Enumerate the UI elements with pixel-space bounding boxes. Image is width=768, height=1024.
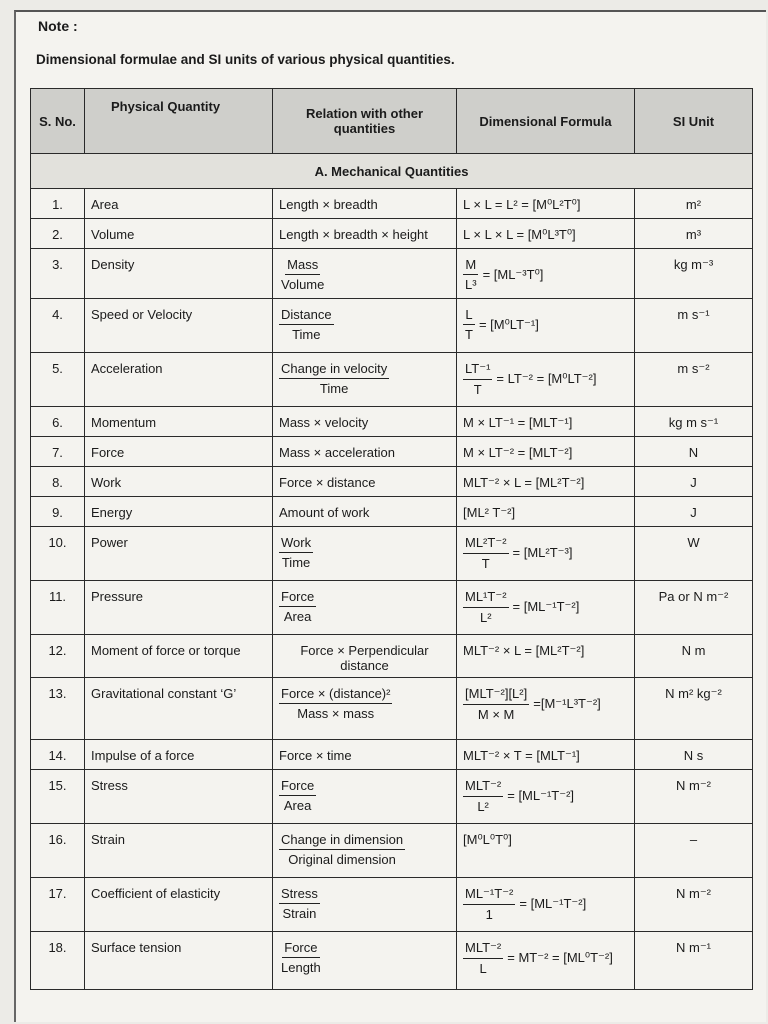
relation-fraction xyxy=(279,940,323,975)
cell-si-unit: N m xyxy=(635,635,753,678)
cell-dimensional-formula xyxy=(457,219,635,249)
dimension-fraction-denominator: L² xyxy=(479,610,492,625)
relation-text: Force × distance xyxy=(279,475,376,490)
relation-text: Length × breadth × height xyxy=(279,227,428,242)
dimension-result: = [ML⁻¹T⁻²] xyxy=(507,788,575,803)
relation-fraction xyxy=(279,257,326,292)
cell-sno: 8. xyxy=(31,467,85,497)
cell-si-unit: – xyxy=(635,824,753,878)
cell-relation xyxy=(273,740,457,770)
cell-sno: 14. xyxy=(31,740,85,770)
cell-sno: 9. xyxy=(31,497,85,527)
cell-relation xyxy=(273,770,457,824)
cell-relation xyxy=(273,437,457,467)
relation-fraction-denominator: Length xyxy=(281,960,321,975)
cell-dimensional-formula xyxy=(457,740,635,770)
relation-fraction-denominator: Time xyxy=(281,555,311,570)
table-row xyxy=(31,770,753,824)
cell-si-unit: N m⁻² xyxy=(635,770,753,824)
table-row xyxy=(31,467,753,497)
dimension-fraction-denominator: 1 xyxy=(485,907,493,922)
dimension-text: MLT⁻² × L = [ML²T⁻²] xyxy=(463,643,585,658)
cell-relation xyxy=(273,497,457,527)
cell-sno: 5. xyxy=(31,353,85,407)
cell-physical-quantity: Power xyxy=(85,527,273,581)
cell-si-unit: kg m⁻³ xyxy=(635,249,753,299)
cell-si-unit: N m² kg⁻² xyxy=(635,678,753,740)
dimension-fraction-numerator: M xyxy=(463,257,478,275)
relation-fraction xyxy=(279,307,334,342)
dimension-text: M × LT⁻² = [MLT⁻²] xyxy=(463,445,573,460)
cell-sno: 2. xyxy=(31,219,85,249)
cell-dimensional-formula xyxy=(457,437,635,467)
cell-si-unit: N m⁻¹ xyxy=(635,932,753,990)
cell-relation xyxy=(273,189,457,219)
cell-sno: 1. xyxy=(31,189,85,219)
cell-relation xyxy=(273,249,457,299)
cell-physical-quantity: Coefficient of elasticity xyxy=(85,878,273,932)
table-row xyxy=(31,189,753,219)
dimension-fraction-numerator: L xyxy=(463,307,474,325)
relation-fraction xyxy=(279,832,405,867)
relation-fraction xyxy=(279,886,320,921)
cell-sno: 15. xyxy=(31,770,85,824)
relation-fraction xyxy=(279,778,316,813)
cell-relation xyxy=(273,219,457,249)
dimension-fraction-denominator: L³ xyxy=(465,277,477,292)
cell-dimensional-formula xyxy=(457,678,635,740)
dimension-text: [M⁰L⁰T⁰] xyxy=(463,832,512,847)
dimension-fraction-numerator: MLT⁻² xyxy=(463,778,503,797)
dimension-text: MLT⁻² × T = [MLT⁻¹] xyxy=(463,748,580,763)
relation-fraction-numerator: Stress xyxy=(279,886,320,904)
cell-physical-quantity: Gravitational constant ‘G’ xyxy=(85,678,273,740)
cell-sno: 4. xyxy=(31,299,85,353)
cell-dimensional-formula xyxy=(457,249,635,299)
cell-si-unit: N m⁻² xyxy=(635,878,753,932)
cell-si-unit: Pa or N m⁻² xyxy=(635,581,753,635)
cell-si-unit: N xyxy=(635,437,753,467)
cell-sno: 10. xyxy=(31,527,85,581)
cell-si-unit: m³ xyxy=(635,219,753,249)
relation-fraction-denominator: Original dimension xyxy=(288,852,396,867)
relation-fraction-numerator: Force xyxy=(282,940,319,958)
cell-relation xyxy=(273,467,457,497)
cell-physical-quantity: Pressure xyxy=(85,581,273,635)
header-relation: Relation with other quantities xyxy=(273,89,457,154)
dimension-result: = [ML²T⁻³] xyxy=(512,545,573,560)
dimension-text: M × LT⁻¹ = [MLT⁻¹] xyxy=(463,415,573,430)
relation-text: Mass × acceleration xyxy=(279,445,395,460)
note-label: Note : xyxy=(38,18,78,34)
cell-relation xyxy=(273,824,457,878)
dimension-text: L × L = L² = [M⁰L²T⁰] xyxy=(463,197,581,212)
dimension-fraction-denominator: L² xyxy=(477,799,489,814)
dimension-fraction-numerator: LT⁻¹ xyxy=(463,361,492,380)
dimension-fraction-denominator: T xyxy=(465,327,473,342)
relation-fraction-numerator: Force xyxy=(279,778,316,796)
dimension-fraction xyxy=(463,535,509,571)
cell-si-unit: m² xyxy=(635,189,753,219)
table-row xyxy=(31,635,753,678)
page-heading: Dimensional formulae and SI units of various physical quantities. xyxy=(36,52,455,67)
dimension-fraction xyxy=(463,257,479,292)
cell-sno: 13. xyxy=(31,678,85,740)
dimension-result: = LT⁻² = [M⁰LT⁻²] xyxy=(496,371,597,386)
relation-fraction-numerator: Mass xyxy=(285,257,320,275)
cell-relation xyxy=(273,581,457,635)
relation-fraction-denominator: Mass × mass xyxy=(297,706,375,721)
table-row xyxy=(31,437,753,467)
cell-relation xyxy=(273,678,457,740)
dimension-text: MLT⁻² × L = [ML²T⁻²] xyxy=(463,475,585,490)
cell-si-unit: J xyxy=(635,467,753,497)
cell-dimensional-formula xyxy=(457,824,635,878)
dimension-fraction-denominator: T xyxy=(473,382,482,397)
table-row xyxy=(31,219,753,249)
cell-sno: 7. xyxy=(31,437,85,467)
relation-fraction-denominator: Strain xyxy=(282,906,317,921)
relation-fraction-numerator: Change in dimension xyxy=(279,832,405,850)
table-row xyxy=(31,249,753,299)
relation-text: Length × breadth xyxy=(279,197,378,212)
cell-dimensional-formula xyxy=(457,878,635,932)
cell-physical-quantity: Surface tension xyxy=(85,932,273,990)
cell-si-unit: kg m s⁻¹ xyxy=(635,407,753,437)
cell-physical-quantity: Moment of force or torque xyxy=(85,635,273,678)
cell-relation xyxy=(273,299,457,353)
cell-relation xyxy=(273,878,457,932)
relation-text: Amount of work xyxy=(279,505,370,520)
header-physical-quantity: Physical Quantity xyxy=(85,89,273,154)
header-dimensional-formula: Dimensional Formula xyxy=(457,89,635,154)
cell-sno: 6. xyxy=(31,407,85,437)
table-row xyxy=(31,740,753,770)
cell-physical-quantity: Volume xyxy=(85,219,273,249)
cell-relation xyxy=(273,932,457,990)
dimension-fraction xyxy=(463,589,509,625)
relation-fraction-denominator: Volume xyxy=(281,277,325,292)
cell-dimensional-formula xyxy=(457,527,635,581)
cell-relation xyxy=(273,353,457,407)
cell-physical-quantity: Stress xyxy=(85,770,273,824)
relation-fraction-numerator: Work xyxy=(279,535,313,553)
cell-relation xyxy=(273,407,457,437)
relation-fraction xyxy=(279,686,392,721)
dimension-fraction-denominator: L xyxy=(479,961,487,976)
cell-physical-quantity: Work xyxy=(85,467,273,497)
cell-sno: 11. xyxy=(31,581,85,635)
relation-fraction xyxy=(279,589,316,624)
dimension-result: = [ML⁻¹T⁻²] xyxy=(512,599,580,614)
dimension-fraction-numerator: ML¹T⁻² xyxy=(463,589,509,608)
table-row xyxy=(31,497,753,527)
relation-fraction-denominator: Time xyxy=(319,381,349,396)
dimension-text: L × L × L = [M⁰L³T⁰] xyxy=(463,227,576,242)
relation-text: Force × Perpendicular distance xyxy=(300,643,429,673)
dimension-fraction-numerator: MLT⁻² xyxy=(463,940,503,959)
relation-fraction-denominator: Area xyxy=(283,798,312,813)
cell-physical-quantity: Density xyxy=(85,249,273,299)
dimension-fraction xyxy=(463,307,475,342)
dimension-fraction-denominator: M × M xyxy=(477,707,515,722)
section-title: A. Mechanical Quantities xyxy=(31,154,753,189)
cell-physical-quantity: Acceleration xyxy=(85,353,273,407)
dimension-fraction-denominator: T xyxy=(481,556,490,571)
cell-si-unit: J xyxy=(635,497,753,527)
cell-relation xyxy=(273,527,457,581)
table-row xyxy=(31,878,753,932)
table-row xyxy=(31,353,753,407)
cell-physical-quantity: Area xyxy=(85,189,273,219)
header-si-unit: SI Unit xyxy=(635,89,753,154)
relation-fraction-numerator: Change in velocity xyxy=(279,361,389,379)
cell-physical-quantity: Strain xyxy=(85,824,273,878)
cell-dimensional-formula xyxy=(457,407,635,437)
table-row xyxy=(31,932,753,990)
relation-fraction-numerator: Distance xyxy=(279,307,334,325)
relation-fraction xyxy=(279,361,389,396)
dimension-result: = [ML⁻³T⁰] xyxy=(482,266,544,282)
dimension-text: [ML² T⁻²] xyxy=(463,505,516,520)
relation-fraction-numerator: Force × (distance)² xyxy=(279,686,392,704)
cell-sno: 18. xyxy=(31,932,85,990)
cell-sno: 16. xyxy=(31,824,85,878)
relation-text: Mass × velocity xyxy=(279,415,369,430)
relation-fraction xyxy=(279,535,313,570)
table-row xyxy=(31,299,753,353)
cell-dimensional-formula xyxy=(457,497,635,527)
cell-si-unit: N s xyxy=(635,740,753,770)
cell-si-unit: W xyxy=(635,527,753,581)
cell-physical-quantity: Momentum xyxy=(85,407,273,437)
cell-physical-quantity: Energy xyxy=(85,497,273,527)
header-sno: S. No. xyxy=(31,89,85,154)
dimension-fraction xyxy=(463,778,503,814)
table-row xyxy=(31,407,753,437)
cell-sno: 3. xyxy=(31,249,85,299)
dimension-fraction-numerator: ML²T⁻² xyxy=(463,535,509,554)
dimension-fraction xyxy=(463,686,529,722)
dimension-result: = [ML⁻¹T⁻²] xyxy=(519,896,587,911)
table-row xyxy=(31,581,753,635)
dimension-fraction-numerator: ML⁻¹T⁻² xyxy=(463,886,515,905)
cell-dimensional-formula xyxy=(457,467,635,497)
relation-text: Force × time xyxy=(279,748,352,763)
cell-dimensional-formula xyxy=(457,770,635,824)
relation-fraction-denominator: Area xyxy=(283,609,312,624)
document-page xyxy=(14,10,766,1022)
cell-relation xyxy=(273,635,457,678)
cell-si-unit: m s⁻² xyxy=(635,353,753,407)
relation-fraction-denominator: Time xyxy=(292,327,321,342)
table-row xyxy=(31,678,753,740)
cell-dimensional-formula xyxy=(457,353,635,407)
section-row xyxy=(31,154,753,189)
dimension-result: = [M⁰LT⁻¹] xyxy=(478,316,539,332)
cell-sno: 12. xyxy=(31,635,85,678)
relation-fraction-numerator: Force xyxy=(279,589,316,607)
cell-dimensional-formula xyxy=(457,299,635,353)
table-row xyxy=(31,824,753,878)
cell-dimensional-formula xyxy=(457,581,635,635)
dimensional-formulae-table xyxy=(30,88,753,990)
cell-physical-quantity: Speed or Velocity xyxy=(85,299,273,353)
cell-sno: 17. xyxy=(31,878,85,932)
dimension-result: =[M⁻¹L³T⁻²] xyxy=(533,696,601,711)
dimension-fraction xyxy=(463,361,492,397)
cell-physical-quantity: Impulse of a force xyxy=(85,740,273,770)
cell-physical-quantity: Force xyxy=(85,437,273,467)
cell-dimensional-formula xyxy=(457,189,635,219)
dimension-fraction xyxy=(463,886,515,922)
cell-dimensional-formula xyxy=(457,635,635,678)
table-header-row xyxy=(31,89,753,154)
dimension-fraction-numerator: [MLT⁻²][L²] xyxy=(463,686,529,705)
cell-dimensional-formula xyxy=(457,932,635,990)
cell-si-unit: m s⁻¹ xyxy=(635,299,753,353)
dimension-result: = MT⁻² = [ML⁰T⁻²] xyxy=(507,950,613,965)
table-row xyxy=(31,527,753,581)
dimension-fraction xyxy=(463,940,503,976)
